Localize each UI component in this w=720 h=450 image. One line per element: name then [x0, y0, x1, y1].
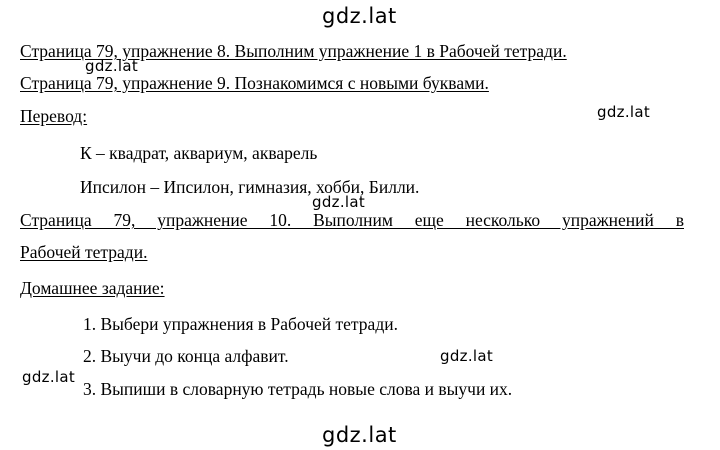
exercise-9-line: Страница 79, упражнение 9. Познакомимся с новыми буквами. — [20, 73, 489, 93]
watermark-bottom: gdz.lat — [322, 423, 397, 447]
translation-heading: Перевод: — [20, 106, 88, 126]
homework-item-3: 3. Выпиши в словарную тетрадь новые слова и выучи их. — [83, 379, 513, 399]
exercise-8-line: Страница 79, упражнение 8. Выполним упражнение 1 в Рабочей тетради. — [20, 41, 567, 61]
watermark-top: gdz.lat — [322, 4, 397, 28]
upsilon-letter-line: Ипсилон – Ипсилон, гимназия, хобби, Билли. — [80, 177, 420, 197]
watermark-inline-2: gdz.lat — [312, 193, 366, 211]
exercise-10-line-1: Страница 79, упражнение 10. Выполним еще несколько упражнений в — [20, 210, 684, 230]
k-letter-line: К – квадрат, аквариум, акварель — [80, 143, 318, 163]
exercise-10-line-2: Рабочей тетради. — [20, 242, 148, 262]
homework-item-2: 2. Выучи до конца алфавит. — [83, 346, 289, 366]
watermark-right-2: gdz.lat — [440, 347, 494, 365]
homework-item-1: 1. Выбери упражнения в Рабочей тетради. — [83, 314, 398, 334]
watermark-right-1: gdz.lat — [597, 103, 651, 121]
homework-heading: Домашнее задание: — [20, 278, 165, 298]
watermark-left: gdz.lat — [22, 368, 76, 386]
watermark-inline-1: gdz.lat — [85, 57, 139, 75]
